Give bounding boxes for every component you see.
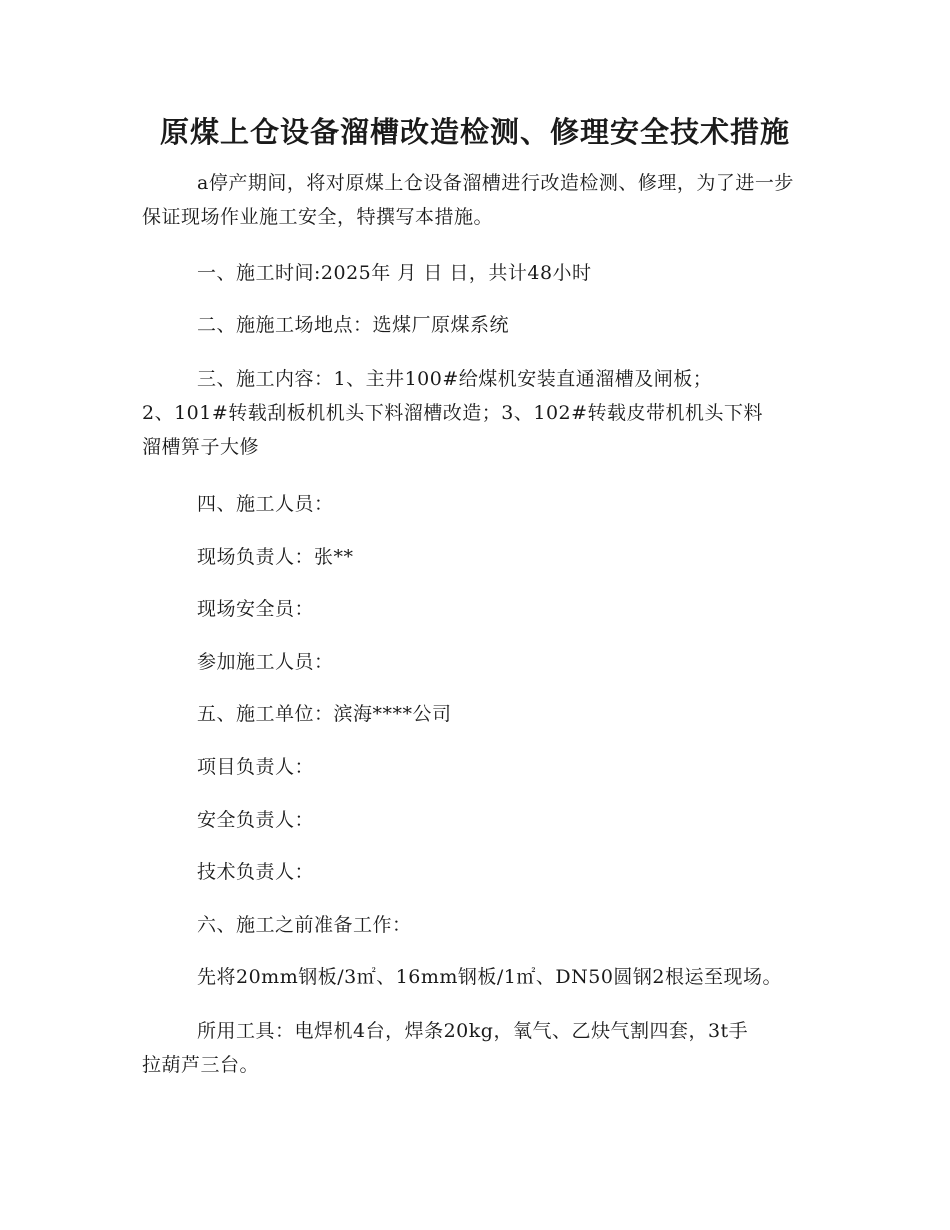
participants: 参加施工人员： [197, 651, 334, 673]
tools-line-1: 所用工具：电焊机4台，焊条20kg，氧气、乙炔气割四套，3t手 [197, 1020, 749, 1042]
tools-paragraph [142, 1014, 748, 1082]
construction-time: 一、施工时间:2025年 月 日 日，共计48小时 [197, 262, 592, 284]
document-title: 原煤上仓设备溜槽改造检测、修理安全技术措施 [159, 115, 790, 149]
personnel-heading: 四、施工人员： [197, 493, 334, 515]
preparation-heading: 六、施工之前准备工作： [197, 914, 412, 936]
intro-paragraph: a停产期间，将对原煤上仓设备溜槽进行改造检测、修理，为了进一步保证现场作业施工安全，特撰写本措施。 [142, 172, 794, 228]
content-line-1: 三、施工内容：1、主井100#给煤机安装直通溜槽及闸板； [197, 368, 713, 390]
construction-location: 二、施施工场地点：选煤厂原煤系统 [197, 314, 510, 336]
safety-leader: 安全负责人： [197, 809, 315, 831]
site-safety-officer: 现场安全员： [197, 598, 315, 620]
site-leader: 现场负责人：张** [197, 546, 354, 568]
tools-line-2: 拉葫芦三台。 [142, 1054, 260, 1076]
content-line-2: 2、101#转载刮板机机头下料溜槽改造；3、102#转载皮带机机头下料 [142, 402, 764, 424]
materials-line: 先将20mm钢板/3㎡、16mm钢板/1㎡、DN50圆钢2根运至现场。 [197, 966, 783, 988]
technical-leader: 技术负责人： [197, 861, 315, 883]
project-leader: 项目负责人： [197, 756, 315, 778]
construction-content [142, 362, 763, 464]
construction-unit: 五、施工单位：滨海****公司 [197, 703, 452, 725]
content-line-3: 溜槽箅子大修 [142, 436, 260, 458]
